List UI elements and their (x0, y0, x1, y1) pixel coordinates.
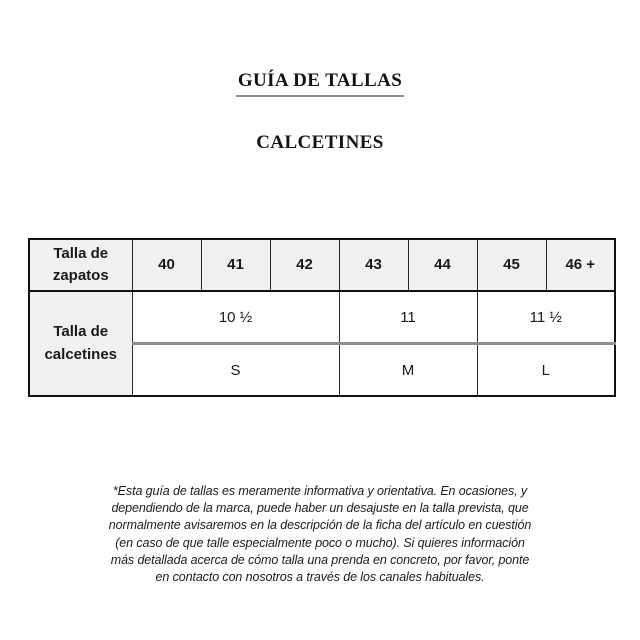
sock-size-letter-small: S (132, 344, 339, 397)
shoe-size-cell-40: 40 (132, 239, 201, 291)
sock-size-numeric-medium: 11 (339, 291, 477, 344)
footnote (0, 483, 640, 586)
page-subtitle (0, 132, 640, 154)
sock-size-numeric-large: 11 ½ (477, 291, 615, 344)
shoe-size-row-header: Talla de zapatos (29, 239, 132, 291)
page-title-text: GUÍA DE TALLAS (236, 70, 404, 97)
sock-size-letter-medium: M (339, 344, 477, 397)
footnote-line: *Esta guía de tallas es meramente informativa y orientativa. En ocasiones, y (112, 484, 528, 498)
page-subtitle-text: CALCETINES (256, 132, 384, 153)
footnote-line: en contacto con nosotros a través de los canales habituales. (155, 570, 485, 585)
sock-size-letter-large: L (477, 344, 615, 397)
sock-size-numeric-small: 10 ½ (132, 291, 339, 344)
sock-size-numeric-row (29, 291, 615, 344)
shoe-size-cell-41: 41 (201, 239, 270, 291)
footnote-line: más detallada acerca de cómo talla una prenda en concreto, por favor, ponte (110, 552, 530, 567)
footnote-line: normalmente avisaremos en la descripción de la ficha del artículo en cuestión (108, 518, 532, 533)
footnote-line: (en caso de que talle especialmente poco o mucho). Si quieres información (115, 535, 525, 550)
size-table-container (28, 238, 616, 397)
size-table (28, 238, 616, 397)
shoe-size-cell-44: 44 (408, 239, 477, 291)
page-title (0, 70, 640, 97)
shoe-size-cell-46plus: 46 + (546, 239, 615, 291)
sock-size-row-header: Talla de calcetines (29, 291, 132, 396)
footnote-line: dependiendo de la marca, puede haber un desajuste en la talla prevista, que (111, 501, 529, 516)
shoe-size-cell-42: 42 (270, 239, 339, 291)
shoe-size-cell-43: 43 (339, 239, 408, 291)
shoe-size-row (29, 239, 615, 291)
shoe-size-cell-45: 45 (477, 239, 546, 291)
